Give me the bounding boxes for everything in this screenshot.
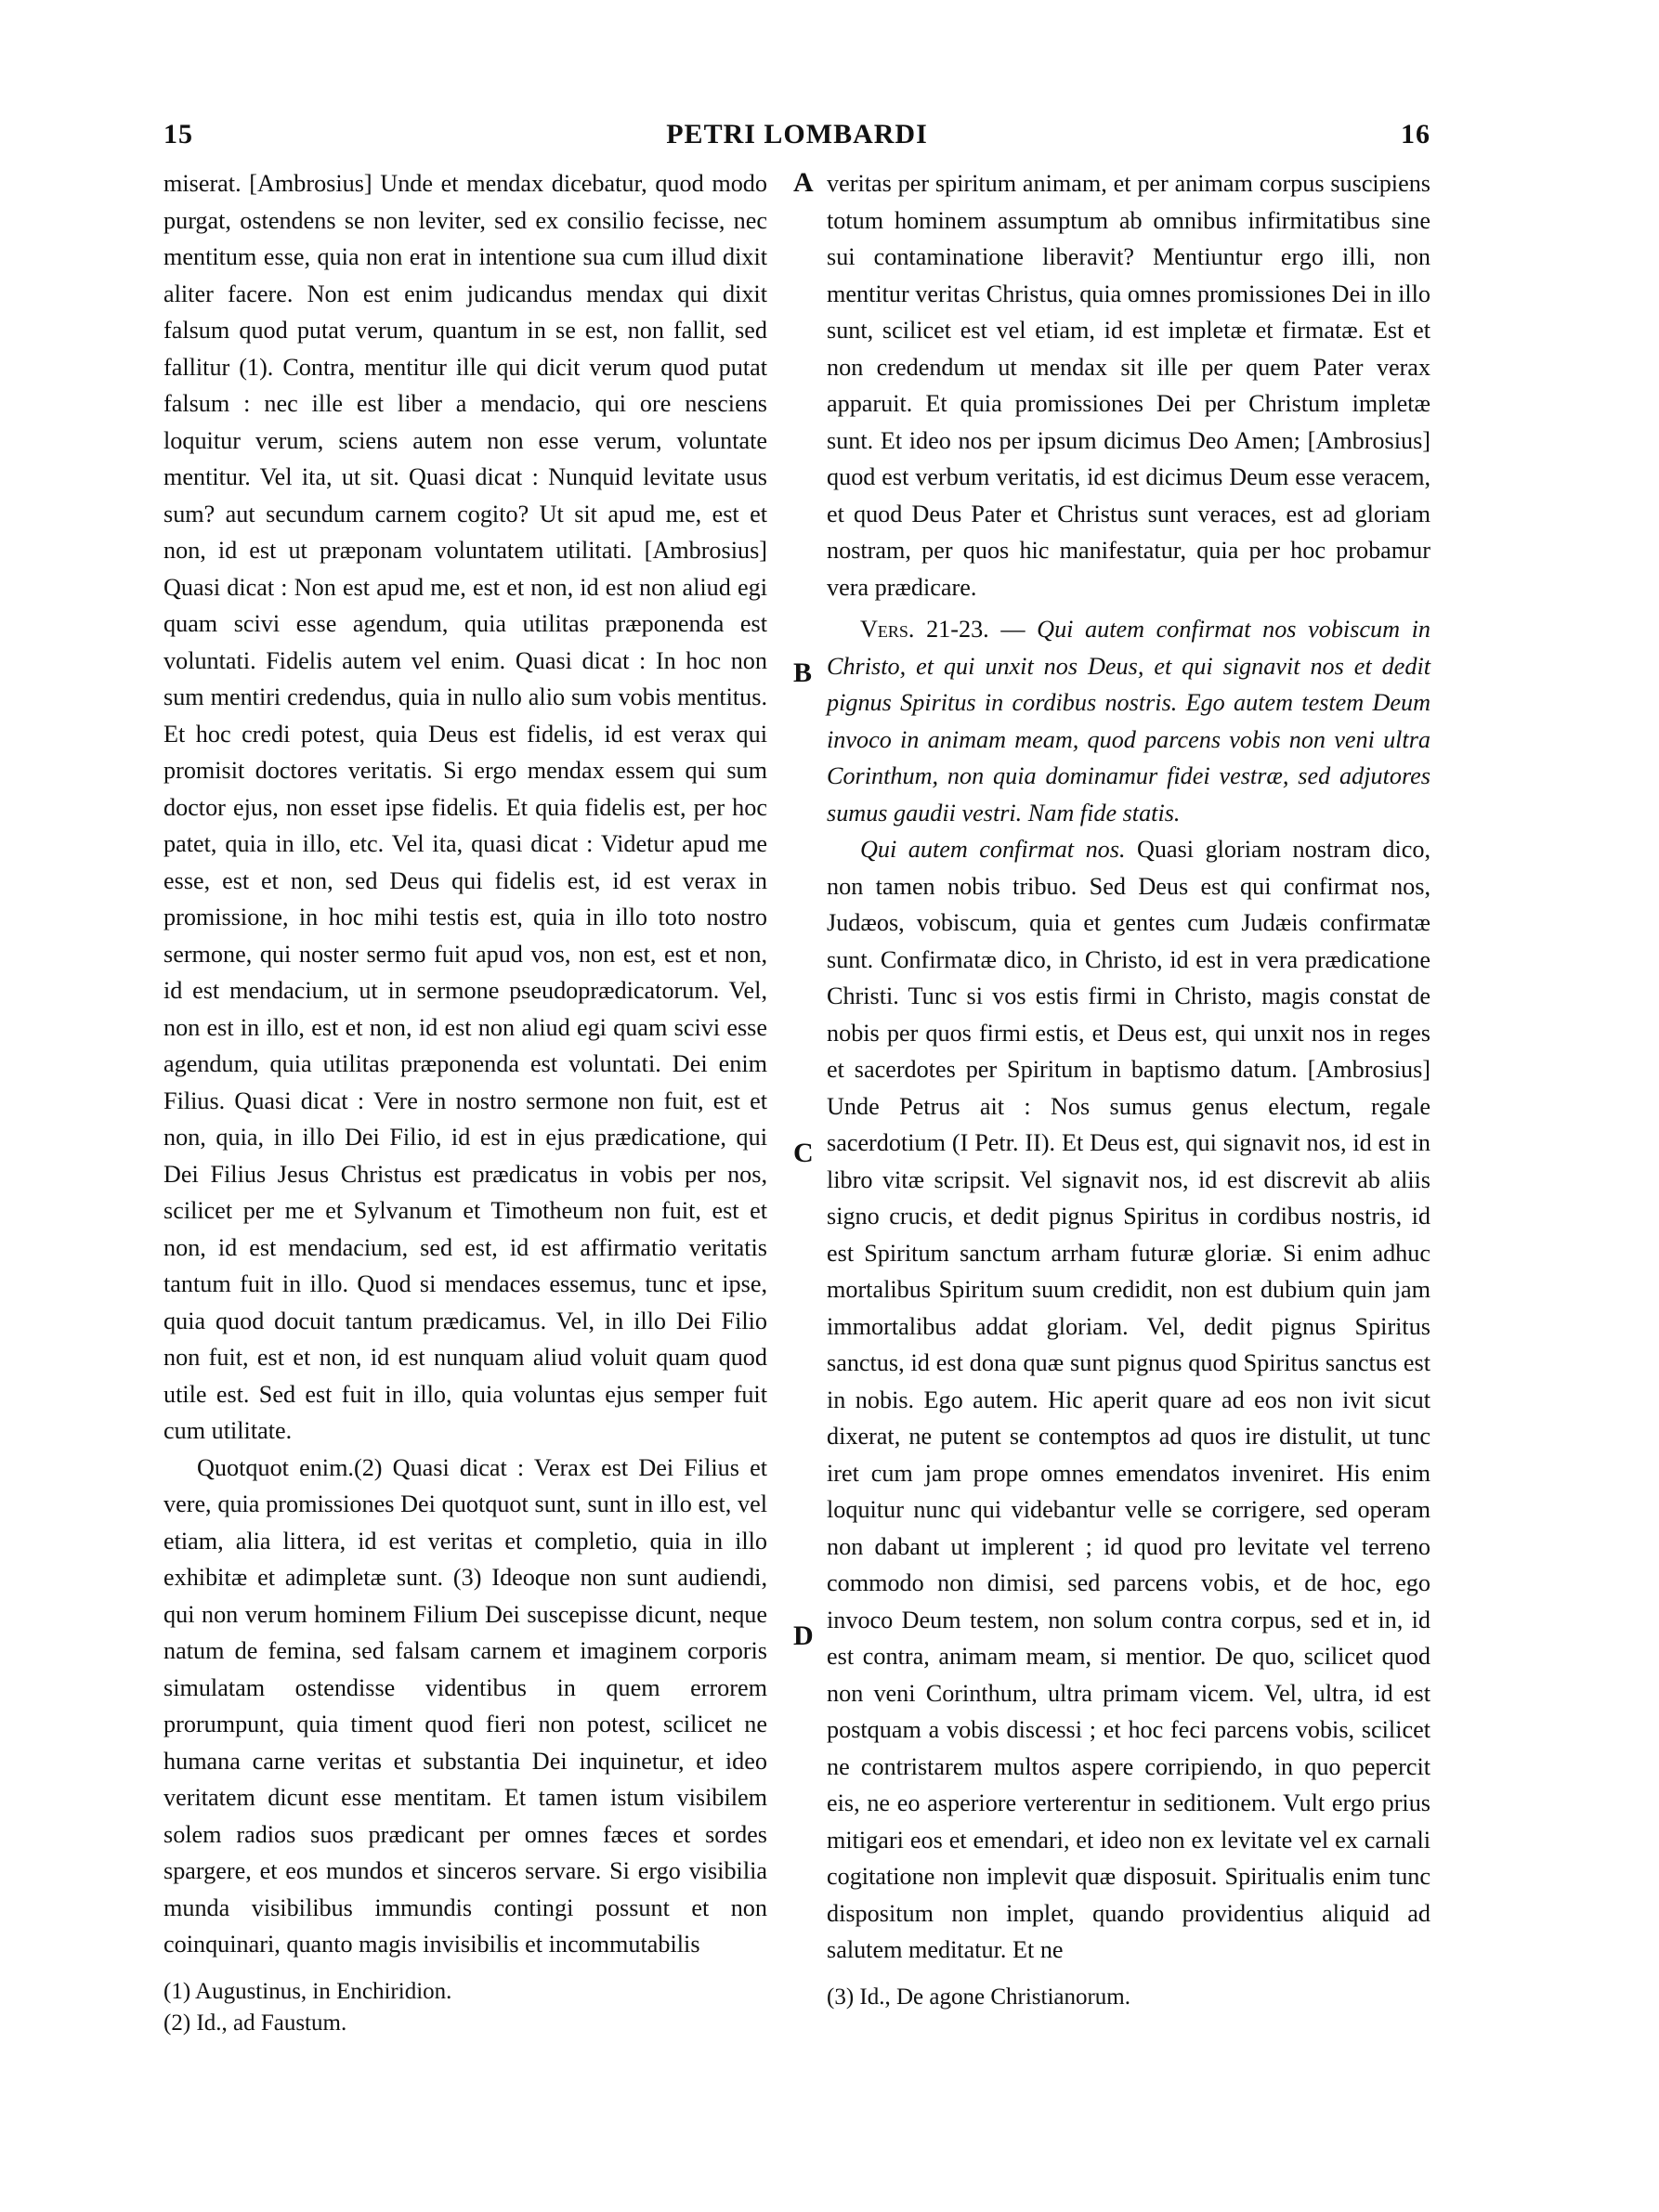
right-footnotes <box>827 1982 1430 2013</box>
footnote-2: (2) Id., ad Faustum. <box>163 2010 347 2036</box>
lemma: Qui autem confirmat nos. <box>860 836 1126 863</box>
page-number-left: 15 <box>163 119 193 150</box>
running-header <box>163 119 1430 160</box>
margin-marker-c: C <box>793 1138 814 1168</box>
margin-marker-d: D <box>793 1620 814 1651</box>
left-paragraph-1: miserat. [Ambrosius] Unde et mendax dicebatur, quod modo purgat, ostendens se non leviter, sed ex consilio fecisse, nec mentitum esse, quia non erat in intentione sua cum illud dixit aliter facere. Non est enim judicandus mendax qui dixit falsum quod putat verum, quantum in se est, non fallit, sed fallitur (1). Contra, mentitur ille qui dicit verum quod putat falsum : nec ille est liber a mendacio, qui ore nesciens loquitur verum, sciens autem non esse verum, voluntate mentitur. Vel ita, ut sit. Quasi dicat : Nunquid levitate usus sum? aut secundum carnem cogito? Ut sit apud me, est et non, id est ut præponam voluntatem utilitati. [Ambrosius] Quasi dicat : Non est apud me, est et non, id est non aliud egi quam scivi esse agendum, quia utilitas præponenda est voluntati. Fidelis autem vel enim. Quasi dicat : In hoc non sum mentiri credendus, quia in nullo alio sum vobis mentitus. Et hoc credi potest, quia Deus est fidelis, id est verax qui promisit doctores veritatis. Si ergo mendax essem qui sum doctor ejus, non esset ipse fidelis. Et quia fidelis est, per hoc patet, quia in illo, etc. Vel ita, quasi dicat : Videtur apud me esse, est et non, sed Deus qui fidelis est, id est verax in promissione, in hoc mihi testis est, quia in illo toto nostro sermone, qui noster sermo fuit apud vos, non est, est et non, id est mendacium, ut in sermone pseudoprædicatorum. Vel, non est in illo, est et non, id est non aliud egi quam scivi esse agendum, quia utilitas præponenda est voluntati. Dei enim Filius. Quasi dicat : Vere in nostro sermone non fuit, est et non, quia, in illo Dei Filio, id est in ejus prædicatione, qui Dei Filius Jesus Christus est prædicatus in vobis per nos, scilicet per me et Sylvanum et Timotheum non fuit, est et non, id est mendacium, sed est, id est affirmatio veritatis tantum fuit in illo. Quod si mendaces essemus, tunc et ipse, quia quod docuit tantum prædicamus. Vel, in illo Dei Filio non fuit, est et non, id est nunquam aliud voluit quam quod utile est. Sed est fuit in illo, quia voluntas ejus semper fuit cum utilitate. <box>163 170 767 1444</box>
left-column <box>163 165 767 2039</box>
right-paragraph-2-text: Quasi gloriam nostram dico, non tamen nobis tribuo. Sed Deus est qui confirmat nos, Judæos, vobiscum, quia et gentes cum Judæis confirmatæ sunt. Confirmatæ dico, in Christo, id est in vera prædicatione Christi. Tunc si vos estis firmi in Christo, magis constat de nobis per quos firmi estis, et Deus est, qui unxit nos in reges et sacerdotes per Spiritum in baptismo datum. [Ambrosius] Unde Petrus ait : Nos sumus genus electum, regale sacerdotium (I Petr. II). Et Deus est, qui signavit nos, id est in libro vitæ scripsit. Vel signavit nos, id est discrevit ab aliis signo crucis, et dedit pignus Spiritus in cordibus nostris, id est Spiritum sanctum arrham futuræ gloriæ. Si enim adhuc mortalibus Spiritum suum credidit, non est dubium quin jam immortalibus addat gloriam. Vel, dedit pignus Spiritus sanctus, id est dona quæ sunt pignus quod Spiritus sanctus est in nobis. Ego autem. Hic aperit quare ad eos non ivit sicut dixerat, ne putent se contemptos ad quos ire distulit, ut tunc iret cum jam prope omnes emendatos inveniret. His enim loquitur nunc qui videbantur velle se corrigere, sed operam non dabant ut implerent ; id quod pro levitate vel terreno commodo non dimisi, sed parcens vobis, et de hoc, ego invoco Deum testem, non solum contra corpus, sed et in, id est contra, animam meam, si mentior. De quo, scilicet quod non veni Corinthum, ultra primam vicem. Vel, ultra, id est postquam a vobis discessi ; et hoc feci parcens vobis, scilicet ne contristarem multos aspere corripiendo, in quo pepercit eis, ne eo asperiore verterentur in seditionem. Vult ergo prius mitigari eos et emendari, et ideo non ex levitate vel ex carnali cogitatione non implevit quæ disposuit. Spiritualis enim tunc dispositum non implet, quando providentius aliquid ad salutem meditatur. Et ne <box>827 836 1430 1963</box>
right-paragraph-1: veritas per spiritum animam, et per animam corpus suscipiens totum hominem assumptum ab omnibus infirmitatibus sine sui contaminatione liberavit? Mentiuntur ergo illi, non mentitur veritas Christus, quia omnes promissiones Dei in illo sunt, scilicet est vel etiam, id est impletæ et firmatæ. Est et non credendum ut mendax sit ille per quem Pater verax apparuit. Et quia promissiones Dei per Christum impletæ sunt. Et ideo nos per ipsum dicimus Deo Amen; [Ambrosius] quod est verbum veritatis, id est dicimus Deum esse veracem, et quod Deus Pater et Christus sunt veraces, est ad gloriam nostram, per quos hic manifestatur, quia per hoc probamur vera prædicare. <box>827 170 1430 601</box>
left-footnotes <box>163 1976 767 2039</box>
verse-text: Qui autem confirmat nos vobiscum in Christo, et qui unxit nos Deus, et qui signavit nos et dedit pignus Spiritus in cordibus nostris. Ego autem testem Deum invoco in animam meam, quod parcens vobis non veni ultra Corinthum, non quia dominamur fidei vestræ, sed adjutores sumus gaudii vestri. Nam fide statis. <box>827 616 1430 826</box>
left-paragraph-2: Quotquot enim.(2) Quasi dicat : Verax est Dei Filius et vere, quia promissiones Dei quotquot sunt, sunt in illo est, vel etiam, alia littera, id est veritas et completio, quia in illo exhibitæ et adimpletæ sunt. (3) Ideoque non sunt audiendi, qui non verum hominem Filium Dei suscepisse dicunt, neque natum de femina, sed falsam carnem et imaginem corporis simulatam ostendisse videntibus in quem errorem prorumpunt, quia timent quod fieri non potest, scilicet ne humana carne veritas et substantia Dei inquinetur, et ideo veritatem dicunt esse mentitam. Et tamen istum visibilem solem radios suos prædicant per omnes fæces et sordes spargere, et eos mundos et sinceros servare. Si ergo visibilia munda visibilibus immundis contingi possunt et non coinquinari, quanto magis invisibilis et incommutabilis <box>163 1453 767 1958</box>
verse-label: Vers. 21-23. — <box>860 616 1025 643</box>
footnote-1: (1) Augustinus, in Enchiridion. <box>163 1978 452 2004</box>
right-paragraph-2 <box>827 831 1430 1969</box>
margin-marker-a: A <box>793 167 814 198</box>
verse-block <box>827 611 1430 831</box>
running-title: PETRI LOMBARDI <box>666 119 928 150</box>
margin-marker-b: B <box>793 657 813 688</box>
page-number-right: 16 <box>1401 119 1430 150</box>
right-column <box>827 165 1430 2013</box>
footnote-3: (3) Id., De agone Christianorum. <box>827 1984 1131 2010</box>
